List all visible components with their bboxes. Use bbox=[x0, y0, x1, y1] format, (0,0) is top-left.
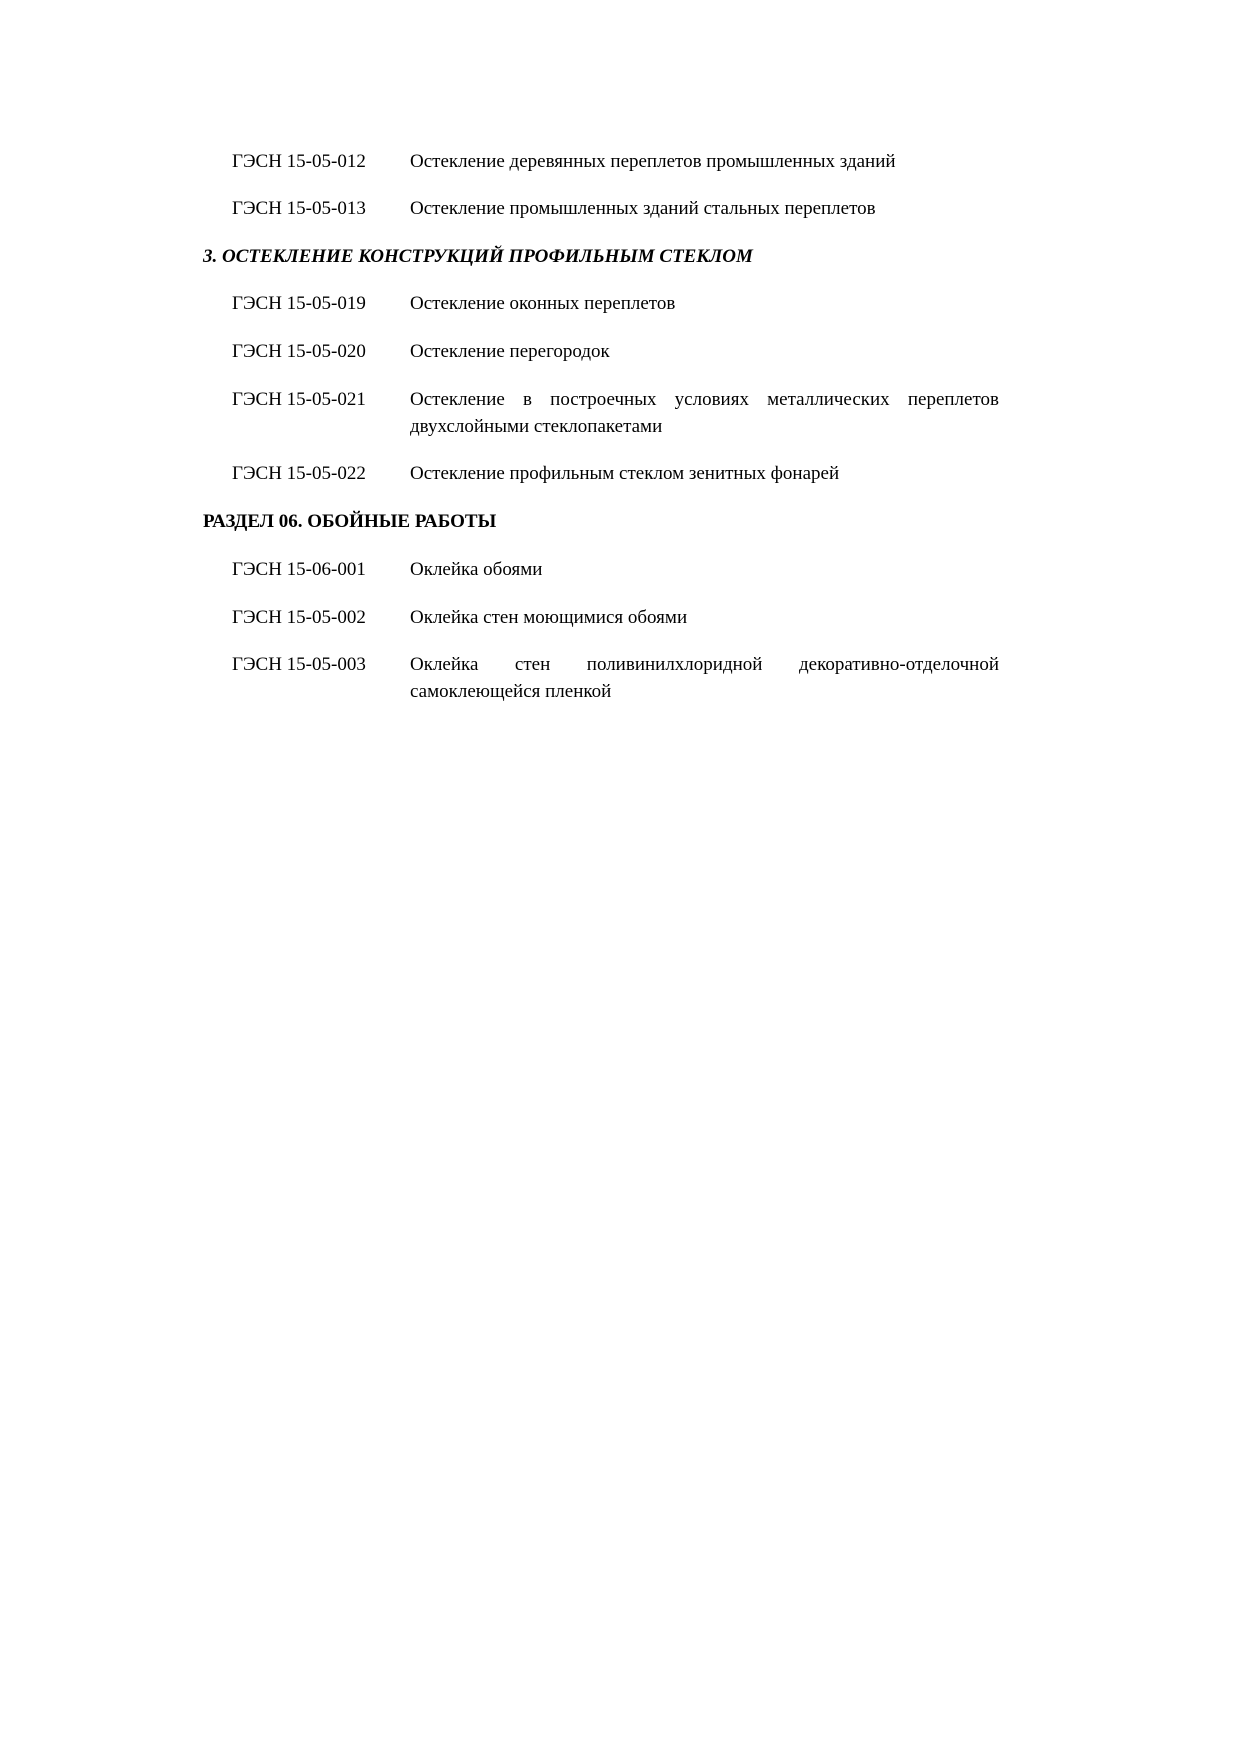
norm-code: ГЭСН 15-05-021 bbox=[232, 389, 366, 410]
subsection-title: 3. ОСТЕКЛЕНИЕ КОНСТРУКЦИЙ ПРОФИЛЬНЫМ СТЕКЛОМ bbox=[203, 246, 753, 267]
norm-code: ГЭСН 15-05-022 bbox=[232, 463, 366, 484]
norm-code: ГЭСН 15-05-013 bbox=[232, 198, 366, 219]
norm-description: Остекление перегородок bbox=[410, 341, 610, 362]
norm-description: Остекление профильным стеклом зенитных фонарей bbox=[410, 463, 840, 484]
norm-description: Оклейка обоями bbox=[410, 559, 543, 580]
section-title: РАЗДЕЛ 06. ОБОЙНЫЕ РАБОТЫ bbox=[203, 511, 497, 532]
norm-description: Остекление оконных переплетов bbox=[410, 293, 676, 314]
norm-code: ГЭСН 15-05-002 bbox=[232, 607, 366, 628]
norm-description: Оклейка стен поливинилхлоридной декоративно-отделочной самоклеющейся пленкой bbox=[410, 654, 999, 702]
norm-code: ГЭСН 15-05-003 bbox=[232, 654, 366, 675]
norm-description: Остекление в построечных условиях металлических переплетов двухслойными стеклопакетами bbox=[410, 389, 999, 437]
norm-code: ГЭСН 15-05-019 bbox=[232, 293, 366, 314]
norm-code: ГЭСН 15-06-001 bbox=[232, 559, 366, 580]
norm-description: Оклейка стен моющимися обоями bbox=[410, 607, 688, 628]
norm-description: Остекление промышленных зданий стальных переплетов bbox=[410, 198, 876, 219]
norm-code: ГЭСН 15-05-020 bbox=[232, 341, 366, 362]
norm-code: ГЭСН 15-05-012 bbox=[232, 151, 366, 172]
norm-description: Остекление деревянных переплетов промышленных зданий bbox=[410, 151, 896, 172]
